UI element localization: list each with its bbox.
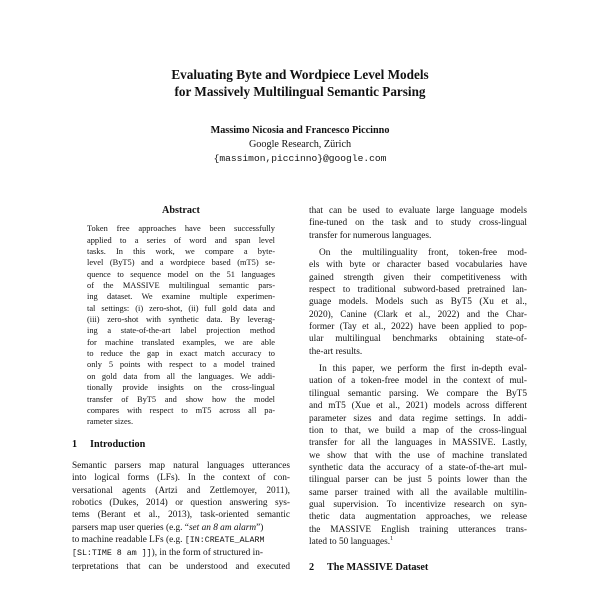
footnote-marker: 1 (390, 535, 394, 542)
body-line: the MASSIVE English training utterances trans- (309, 524, 527, 535)
body-line: we show that with the use of machine translated (309, 450, 527, 461)
abstract-line: quence to sequence model on the 51 languages (87, 269, 275, 279)
affiliation: Google Research, Zürich (248, 139, 352, 150)
body-line: gual supervision. To incentivize research on syn- (309, 499, 527, 510)
intro-line: into logical forms (LFs). In the context of con- (72, 473, 290, 484)
section-heading-introduction (72, 439, 290, 451)
body-line: 2020), Canine (Clark et al., 2022) and the Char- (309, 309, 527, 320)
right-column (309, 205, 527, 584)
abstract-line: tionally provide insights on the cross-lingual (87, 383, 275, 393)
abstract-line: level (ByT5) and a wordpiece based (mT5) se- (87, 258, 275, 268)
body-line: transfer for numerous languages. (309, 230, 432, 241)
intro-logical-form: [IN:CREATE_ALARM (184, 535, 265, 545)
body-line: tilingual parser can be just 5 points lower than the (309, 475, 527, 486)
introduction-body (72, 460, 290, 573)
abstract-line: for machine translated examples, we are able (87, 337, 275, 347)
body-line: guage models. Models such as ByT5 (Xu et al., (309, 297, 527, 308)
body-line: In this paper, we perform the first in-depth eval- (319, 364, 527, 375)
body-text: lated to 50 languages. (309, 536, 391, 547)
intro-line (72, 547, 290, 560)
abstract-line: ing dataset. We examine multiple experimen- (87, 292, 275, 302)
body-line: synthetic data the accuracy of a state-of-the-art mul- (309, 462, 527, 473)
intro-example-utterance: set an 8 am alarm (188, 522, 257, 533)
body-line: tion to that, we build a map of the cross-lingual (309, 425, 527, 436)
body-line: respect to traditional subword-based pretrained lan- (309, 285, 527, 296)
section-title: Introduction (90, 438, 146, 450)
abstract-line: tal settings: (i) zero-shot, (ii) full gold data and (87, 303, 275, 313)
body-line: uation of a token-free model in the context of mul- (309, 376, 527, 387)
author-email: {massimon,piccinno}@google.com (213, 153, 387, 164)
abstract-body (72, 223, 290, 427)
abstract-line: to reduce the gap in exact match accuracy to (87, 349, 275, 359)
body-line (309, 536, 527, 548)
abstract-line: on gold data from all the languages. We addi- (87, 371, 275, 381)
section-heading-massive-dataset (309, 562, 527, 574)
author-names: Massimo Nicosia and Francesco Piccinno (210, 125, 390, 136)
intro-text: parsers map user queries (e.g. “ (72, 522, 189, 533)
body-line: els with byte or character based vocabularies have (309, 260, 527, 271)
abstract-line: rameter sizes. (87, 417, 134, 427)
abstract-line: Token free approaches have been successfully (87, 224, 275, 234)
abstract-line: tasks. In this work, we compare a byte- (87, 247, 275, 257)
body-line: gained strength given their competitiveness with (309, 272, 527, 283)
intro-line (72, 522, 290, 534)
left-column (72, 205, 290, 573)
intro-logical-form: [SL:TIME 8 am ]] (72, 549, 152, 559)
intro-line: tems (Berant et al., 2013), task-oriented semantic (72, 510, 290, 521)
intro-line: versational agents (Artzi and Zettlemoyer, 2011), (72, 485, 290, 496)
body-line: former (Tay et al., 2022) have been applied to pop- (309, 322, 527, 333)
intro-text: to machine readable LFs (e.g. (72, 534, 185, 545)
title-line-1: Evaluating Byte and Wordpiece Level Models (171, 67, 429, 82)
abstract-line: transfer of ByT5 and show how the model (87, 394, 275, 404)
section-title: The MASSIVE Dataset (327, 562, 429, 574)
author-block (0, 124, 600, 166)
abstract-line: (iii) zero-shot with synthetic data. By leverag- (87, 315, 275, 325)
section-number: 1 (72, 438, 78, 450)
abstract-line: of the MASSIVE multilingual semantic pars- (87, 281, 275, 291)
intro-line: Semantic parsers map natural languages utterances (72, 460, 290, 471)
body-line: ular multilingual benchmarks obtaining state-of- (309, 334, 527, 345)
body-line: fine-tuned on the task and to study cross-lingual (309, 218, 527, 229)
intro-text: ), in the form of structured in- (151, 548, 263, 559)
intro-text: ”) (256, 522, 264, 533)
title-line-2: for Massively Multilingual Semantic Parsing (174, 84, 426, 99)
abstract-line: applied to a series of word and span level (87, 235, 275, 245)
section-number: 2 (309, 562, 315, 574)
abstract-line: compares with respect to mT5 across all pa- (87, 405, 275, 415)
intro-line: terpretations that can be understood and executed (72, 561, 290, 572)
body-line: tilingual semantic parsing. We compare the ByT5 (309, 388, 527, 399)
body-line: On the multilinguality front, token-free mod- (319, 248, 527, 259)
body-line: the-art results. (309, 346, 363, 357)
body-line: that can be used to evaluate large language models (309, 206, 527, 216)
abstract-line: ing a state-of-the-art label projection method (87, 326, 275, 336)
abstract-line: only 5 points with respect to a model trained (87, 360, 275, 370)
paper-title (0, 66, 600, 100)
paragraph (309, 247, 527, 358)
body-line: transfer for all the languages in MASSIVE. Lastly, (309, 438, 527, 449)
intro-line: robotics (Dukes, 2014) or question answering sys- (72, 497, 290, 508)
body-line: parameter sizes and data regime settings. In addi- (309, 413, 527, 424)
body-line: and mT5 (Xue et al., 2021) models across different (309, 401, 527, 412)
body-line: same parser trained with all the available multilin- (309, 487, 527, 498)
intro-line (72, 534, 290, 547)
paragraph (309, 363, 527, 548)
abstract-heading: Abstract (162, 205, 200, 216)
paragraph (309, 205, 527, 242)
body-line: thetic data augmentation approaches, we release (309, 512, 527, 523)
